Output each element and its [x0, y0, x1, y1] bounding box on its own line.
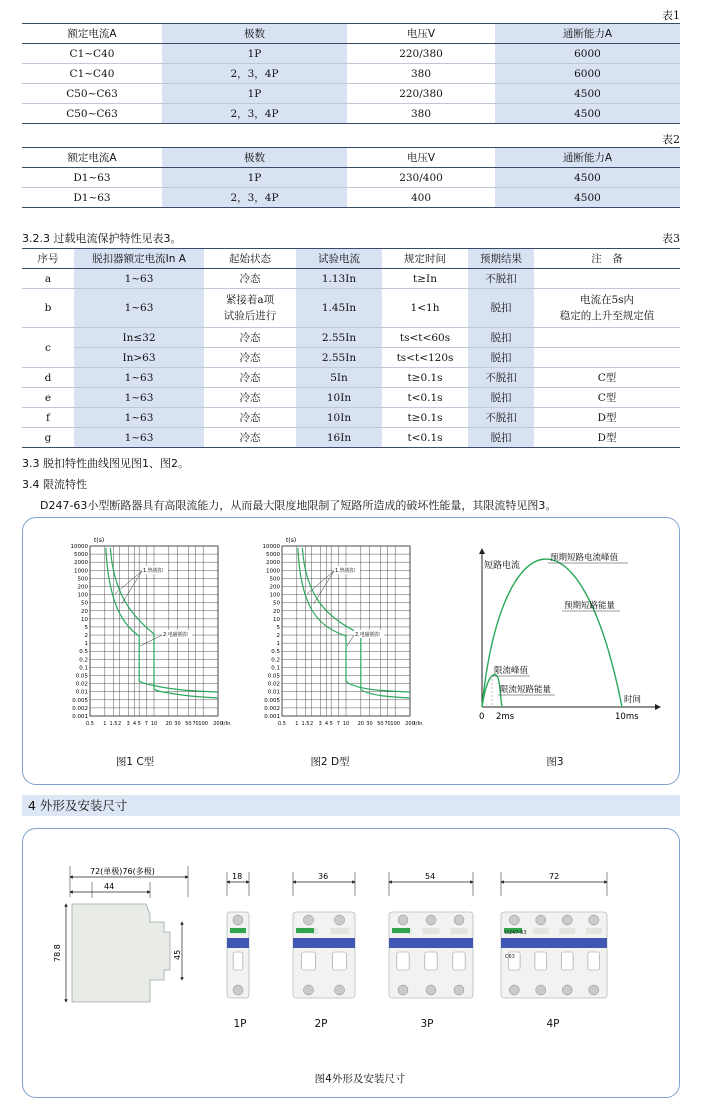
table3-cell-time: t≥0.1s — [382, 368, 468, 388]
curve-y-tick: 50 — [81, 600, 88, 607]
table2-cell: 1P — [162, 168, 347, 188]
breaker-4p — [501, 912, 607, 998]
curve-y-tick: 100 — [269, 592, 280, 599]
table3-cell-time: t≥0.1s — [382, 408, 468, 428]
curve-x-tick: 2 — [310, 721, 314, 727]
table1-cell: 1P — [162, 84, 347, 104]
curve-magnetic-label: 2.电磁脱扣 — [163, 632, 188, 638]
breaker-model-mark: C63 — [505, 954, 515, 960]
curve-thermal-label: 1.热脱扣 — [143, 568, 163, 574]
table1-cell: 6000 — [495, 64, 680, 84]
table1-cell: 2，3，4P — [162, 104, 347, 124]
table3-cell-current: 1~63 — [74, 388, 204, 408]
table3-label: 表3 — [662, 232, 680, 245]
curve-y-tick: 20 — [81, 608, 88, 615]
curve-y-tick: 0.002 — [264, 705, 280, 712]
table3-cell-time: t<0.1s — [382, 388, 468, 408]
breaker-side-shape — [72, 904, 170, 1002]
curve-y-tick: 5000 — [266, 552, 280, 559]
table2-row — [22, 188, 680, 208]
table1-cell: 380 — [347, 64, 495, 84]
breaker-illustrations — [215, 898, 635, 1010]
table3-cell-state: 冷态 — [204, 269, 296, 289]
table3-cell-time: t<0.1s — [382, 428, 468, 448]
dim-rail-label: 45 — [173, 949, 182, 960]
table2-label: 表2 — [662, 133, 680, 146]
table1-header — [22, 24, 680, 44]
table3-cell-note — [534, 348, 680, 368]
curve-y-tick: 10000 — [262, 544, 280, 550]
curve-x-tick: 1 — [103, 721, 107, 727]
curve-y-tick: 100 — [77, 592, 88, 599]
table3-cell-current: 1~63 — [74, 289, 204, 328]
table3-cell-id: a — [22, 269, 74, 289]
table3-cell-result: 不脱扣 — [468, 408, 534, 428]
pole-label-4p: 4P — [546, 1018, 560, 1030]
curve-x-tick: 50 — [185, 721, 192, 727]
fig3-caption: 图3 — [546, 756, 564, 768]
curve-y-tick: 0.1 — [271, 665, 280, 672]
fig3-t2: 2ms — [496, 712, 515, 722]
table3-cell-test: 16In — [296, 428, 382, 448]
table1-cell: 220/380 — [347, 84, 495, 104]
table3-cell-current: 1~63 — [74, 368, 204, 388]
curve-y-tick: 0.05 — [267, 673, 280, 680]
curve-thermal-label: 1.热脱扣 — [335, 568, 355, 574]
curve-x-tick: 4 — [132, 721, 137, 727]
table3-cell-result: 脱扣 — [468, 428, 534, 448]
curve-y-tick: 0.5 — [271, 649, 280, 656]
curve-y-tick: 20 — [273, 608, 280, 615]
table1-cell: 380 — [347, 104, 495, 124]
breaker-2p — [293, 912, 355, 998]
table2-header-cell: 通断能力A — [495, 148, 680, 168]
table3-cell-id: c — [22, 328, 74, 368]
curve-y-tick: 0.002 — [72, 705, 88, 712]
table3-row — [22, 269, 680, 289]
curve-x-tick: 10 — [150, 721, 158, 727]
table1-label: 表1 — [662, 9, 680, 22]
table1 — [22, 23, 680, 124]
table3-cell-id: d — [22, 368, 74, 388]
table3-cell-note: C型 — [534, 368, 680, 388]
table3-cell-current: 1~63 — [74, 408, 204, 428]
curve-y-tick: 0.2 — [79, 657, 88, 664]
table3-header-cell: 试验电流 — [296, 249, 382, 269]
table1-header-cell: 额定电流A — [22, 24, 162, 44]
table1-row — [22, 104, 680, 124]
table3-header-cell: 脱扣器额定电流In A — [74, 249, 204, 269]
table3-row — [22, 388, 680, 408]
curve-x-tick: 3 — [126, 721, 130, 727]
table3-cell-time: ts<t<120s — [382, 348, 468, 368]
pole-label-2p: 2P — [314, 1018, 328, 1030]
table2-header — [22, 148, 680, 168]
pole-label-3p: 3P — [420, 1018, 434, 1030]
table3-cell-time: 1<1h — [382, 289, 468, 328]
curve-y-tick: 50 — [273, 600, 280, 607]
curve-y-tick: 0.1 — [79, 665, 88, 672]
table3-header — [22, 249, 680, 269]
table2-row — [22, 168, 680, 188]
table3-cell-id: e — [22, 388, 74, 408]
table3-header-cell: 注 备 — [534, 249, 680, 269]
breaker-3p — [389, 912, 473, 998]
curve-x-tick: 100 — [198, 721, 208, 727]
table3-cell-current: 1~63 — [74, 428, 204, 448]
table3-header-cell: 起始状态 — [204, 249, 296, 269]
fig3-energy-limited-label: 限流短路能量 — [500, 685, 552, 695]
table3-row — [22, 428, 680, 448]
curve-x-tick: 1 — [295, 721, 299, 727]
curve-x-tick: 30 — [366, 721, 373, 727]
curve-x-tick: 70 — [384, 721, 391, 727]
table3-cell-state: 冷态 — [204, 408, 296, 428]
curve-y-tick: 500 — [269, 576, 280, 583]
table1-cell: 4500 — [495, 84, 680, 104]
table1-cell: C50~C63 — [22, 84, 162, 104]
section-3-3-heading: 3.3 脱扣特性曲线图见图1、图2。 — [22, 457, 189, 470]
curve-y-tick: 0.02 — [75, 681, 88, 688]
side-profile-drawing — [50, 862, 200, 1022]
table2-cell: 230/400 — [347, 168, 495, 188]
fig2-trip-curve-d — [240, 530, 430, 730]
fig3-peak-expected-label: 预期短路电流峰值 — [550, 553, 619, 563]
curve-y-tick: 0.5 — [79, 649, 88, 656]
table2-cell: 2，3，4P — [162, 188, 347, 208]
curve-y-tick: 2000 — [74, 560, 88, 567]
curve-x-label: I/In — [222, 721, 231, 727]
curve-x-tick: 50 — [377, 721, 384, 727]
section-3-4-heading: 3.4 限流特性 — [22, 478, 87, 491]
curve-x-tick: 20 — [357, 721, 364, 727]
table3-row — [22, 289, 680, 328]
curve-magnetic-leader — [140, 635, 162, 646]
fig3-t10: 10ms — [615, 712, 639, 722]
table3-cell-result: 脱扣 — [468, 328, 534, 348]
dim-width-label: 72(单极)76(多极) — [90, 867, 155, 876]
curve-y-tick: 10 — [81, 616, 88, 623]
table3-cell-test: 2.55In — [296, 328, 382, 348]
dim-height-label: 78.8 — [53, 944, 62, 962]
curve-x-tick: 0.5 — [278, 721, 286, 727]
curve-x-tick: 3 — [318, 721, 322, 727]
table3-cell-time: t≥In — [382, 269, 468, 289]
table2-header-cell: 极数 — [162, 148, 347, 168]
table3-cell-test: 5In — [296, 368, 382, 388]
curve-y-tick: 0.05 — [75, 673, 88, 680]
table3-header-cell: 预期结果 — [468, 249, 534, 269]
table3-cell-note — [534, 269, 680, 289]
table2-cell: 4500 — [495, 168, 680, 188]
pole-label-1p: 1P — [233, 1018, 247, 1030]
curve-x-label: I/In — [414, 721, 423, 727]
table3-cell-note: C型 — [534, 388, 680, 408]
table3-cell-result: 不脱扣 — [468, 368, 534, 388]
table3-cell-state: 冷态 — [204, 428, 296, 448]
table2-header-cell: 额定电流A — [22, 148, 162, 168]
curve-y-tick: 0.001 — [72, 714, 88, 720]
table3-cell-current: In>63 — [74, 348, 204, 368]
curve-y-tick: 1 — [84, 641, 88, 648]
table3-cell-result: 不脱扣 — [468, 269, 534, 289]
fig3-t0: 0 — [479, 712, 485, 722]
curve-y-tick: 2 — [276, 633, 280, 640]
curve-y-tick: 200 — [77, 584, 88, 591]
dim-3p: 54 — [425, 872, 436, 881]
curve-t-label: t(s) — [286, 537, 297, 544]
table3-row — [22, 368, 680, 388]
table3-cell-test: 2.55In — [296, 348, 382, 368]
dim-inner-label: 44 — [104, 882, 115, 891]
table1-row — [22, 44, 680, 64]
table1-cell: C50~C63 — [22, 104, 162, 124]
table3-cell-id: g — [22, 428, 74, 448]
table3-cell-result: 脱扣 — [468, 388, 534, 408]
curve-x-tick: 7 — [144, 721, 148, 727]
table3-cell-test: 1.45In — [296, 289, 382, 328]
table1-cell: C1~C40 — [22, 44, 162, 64]
fig2-caption: 图2 D型 — [310, 756, 350, 768]
table2-cell: 400 — [347, 188, 495, 208]
breaker-brand-label: D247-63 — [505, 930, 527, 936]
table3-row — [22, 408, 680, 428]
table3-cell-id: b — [22, 289, 74, 328]
curve-x-tick: 100 — [390, 721, 400, 727]
curve-x-tick: 1.5 — [109, 721, 118, 727]
table1-header-cell: 通断能力A — [495, 24, 680, 44]
curve-x-tick: 30 — [174, 721, 181, 727]
breaker-1p — [227, 912, 249, 998]
table3-cell-current: 1~63 — [74, 269, 204, 289]
curve-y-tick: 1000 — [266, 568, 280, 575]
curve-y-tick: 0.005 — [72, 697, 88, 704]
table1-cell: 220/380 — [347, 44, 495, 64]
curve-y-tick: 500 — [77, 576, 88, 583]
table1-cell: 1P — [162, 44, 347, 64]
fig4-caption: 图4外形及安装尺寸 — [314, 1073, 406, 1085]
table3-cell-test: 10In — [296, 408, 382, 428]
table3-cell-result: 脱扣 — [468, 289, 534, 328]
curve-x-tick: 200 — [213, 721, 223, 727]
fig3-x-label: 时间 — [624, 695, 642, 705]
curve-y-tick: 2000 — [266, 560, 280, 567]
table1-header-cell: 极数 — [162, 24, 347, 44]
curve-magnetic-leader — [347, 635, 354, 646]
table3-cell-test: 1.13In — [296, 269, 382, 289]
curve-y-tick: 5 — [276, 624, 280, 631]
curve-x-tick: 4 — [324, 721, 329, 727]
table3-cell-result: 脱扣 — [468, 348, 534, 368]
table1-cell: 6000 — [495, 44, 680, 64]
fig1-trip-curve-c — [48, 530, 238, 730]
table3-cell-time: ts<t<60s — [382, 328, 468, 348]
table3-cell-test: 10In — [296, 388, 382, 408]
table3-cell-state: 冷态 — [204, 348, 296, 368]
section-3-4-paragraph: D247-63小型断路器具有高限流能力，从而最大限度地限制了短路所造成的破坏性能量，其限流特见图3。 — [40, 499, 557, 512]
curve-x-tick: 2 — [118, 721, 122, 727]
table1-row — [22, 84, 680, 104]
section-3-2-3-heading: 3.2.3 过载电流保护特性见表3。 — [22, 232, 182, 245]
curve-y-tick: 2 — [84, 633, 88, 640]
table1-cell: 2，3，4P — [162, 64, 347, 84]
dim-4p: 72 — [549, 872, 560, 881]
table2-header-cell: 电压V — [347, 148, 495, 168]
table1-cell: C1~C40 — [22, 64, 162, 84]
fig3-energy-expected-label: 预期短路能量 — [564, 601, 616, 611]
table2-cell: D1~63 — [22, 168, 162, 188]
fig1-caption: 图1 C型 — [115, 756, 155, 768]
curve-y-tick: 0.005 — [264, 697, 280, 704]
curve-y-tick: 0.01 — [267, 689, 280, 696]
table2 — [22, 147, 680, 208]
curve-y-tick: 0.2 — [271, 657, 280, 664]
curve-y-tick: 0.001 — [264, 714, 280, 720]
dim-2p: 36 — [318, 872, 329, 881]
curve-x-tick: 10 — [342, 721, 350, 727]
table3-cell-note — [534, 328, 680, 348]
table3-cell-state: 冷态 — [204, 388, 296, 408]
pole-width-dimensions — [215, 870, 635, 898]
curve-y-tick: 5 — [84, 624, 88, 631]
table3-cell-note: 电流在5s内 稳定的上升至规定值 — [534, 289, 680, 328]
curve-x-tick: 7 — [336, 721, 340, 727]
table2-cell: 4500 — [495, 188, 680, 208]
table3-row — [22, 348, 680, 368]
table3-cell-state: 紧接着a项 试验后进行 — [204, 289, 296, 328]
curve-y-tick: 10000 — [70, 544, 88, 550]
section-4-heading: 4 外形及安装尺寸 — [22, 795, 680, 816]
curve-x-tick: 70 — [192, 721, 199, 727]
curve-x-tick: 20 — [165, 721, 172, 727]
curve-magnetic-label: 2.电磁脱扣 — [355, 632, 380, 638]
table1-header-cell: 电压V — [347, 24, 495, 44]
curve-x-tick: 0.5 — [86, 721, 94, 727]
curve-y-tick: 10 — [273, 616, 280, 623]
table3-cell-state: 冷态 — [204, 328, 296, 348]
table3-cell-note: D型 — [534, 428, 680, 448]
fig3-y-label: 短路电流 — [484, 561, 521, 571]
table3-header-cell: 规定时间 — [382, 249, 468, 269]
curve-t-label: t(s) — [94, 537, 105, 544]
curve-x-tick: 200 — [405, 721, 415, 727]
table2-cell: D1~63 — [22, 188, 162, 208]
curve-y-tick: 0.02 — [267, 681, 280, 688]
table3-row — [22, 328, 680, 348]
curve-x-tick: 5 — [329, 721, 333, 727]
curve-y-tick: 200 — [269, 584, 280, 591]
table1-row — [22, 64, 680, 84]
curve-y-tick: 5000 — [74, 552, 88, 559]
dim-1p: 18 — [232, 872, 243, 881]
table3-cell-current: In≤32 — [74, 328, 204, 348]
curve-x-tick: 5 — [137, 721, 141, 727]
table3-cell-id: f — [22, 408, 74, 428]
table3-cell-state: 冷态 — [204, 368, 296, 388]
curve-y-tick: 1 — [276, 641, 280, 648]
curve-y-tick: 0.01 — [75, 689, 88, 696]
fig3-peak-limited-label: 限流峰值 — [494, 666, 529, 676]
table3-header-cell: 序号 — [22, 249, 74, 269]
fig3-current-limiting-chart — [460, 535, 670, 735]
curve-y-tick: 1000 — [74, 568, 88, 575]
table1-cell: 4500 — [495, 104, 680, 124]
table3-cell-note: D型 — [534, 408, 680, 428]
curve-x-tick: 1.5 — [301, 721, 310, 727]
table3 — [22, 248, 680, 448]
